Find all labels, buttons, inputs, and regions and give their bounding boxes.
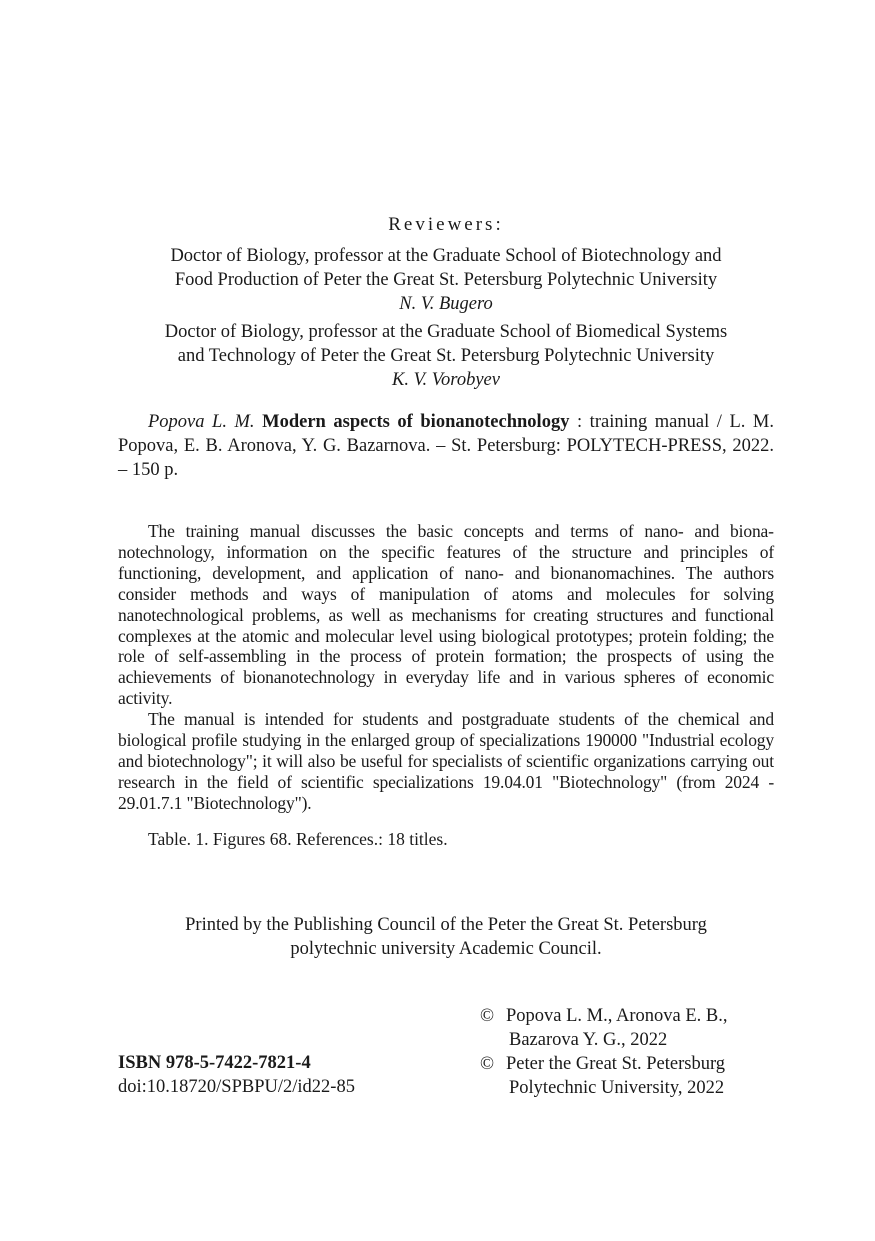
reviewer-1 bbox=[118, 244, 774, 316]
copyright-1-line-1: Popova L. M., Aronova E. B., bbox=[506, 1006, 728, 1026]
doi: doi:10.18720/SPBPU/2/id22-85 bbox=[118, 1077, 355, 1097]
reviewer-2-name: K. V. Vorobyev bbox=[392, 370, 500, 390]
copyright-entry-1 bbox=[480, 1004, 770, 1052]
abstract-paragraph-2: The manual is intended for students and postgraduate students of the chemical and biological profile studying in the enlarged group of specializations 190000 "Industrial ecology and biotechnology"; it will also be useful for specialists of scientific organizations carrying out research in the field of scientific specializations 19.04.01 "Biotechnology" (from 2024 - 29.01.7.1 "Biotechnology"). bbox=[118, 709, 774, 813]
reviewer-2-line-1: Doctor of Biology, professor at the Graduate School of Biomedical Systems bbox=[164, 322, 728, 342]
copyright-icon: © bbox=[480, 1006, 495, 1026]
abstract-paragraph-1: The training manual discusses the basic concepts and terms of nano- and bionanotechnology, information on the specific features of the structure and principles of functioning, development, and application of nano- and bionanomachines. The authors consider methods and ways of manipulation of atoms and molecules for solving nanotechnological problems, as well as mechanisms for creating structures and functional complexes at the atomic and molecular level using biological prototypes; protein folding; the role of self-assembling in the process of protein formation; the prospects of using the achievements of bionanotechnology in everyday life and in various spheres of economic activity. bbox=[118, 521, 774, 709]
citation-details: : training manual / L. M. Popova, E. B. Aronova, Y. G. Bazarnova. – St. Petersburg: POLYTECH-PRESS, 2022. – 150 p. bbox=[118, 412, 775, 480]
copyright-1-line-2: Bazarova Y. G., 2022 bbox=[509, 1030, 668, 1050]
copyright-entry-2 bbox=[480, 1052, 770, 1100]
tables-figures-note: Table. 1. Figures 68. References.: 18 titles. bbox=[148, 829, 448, 849]
reviewer-2 bbox=[118, 320, 774, 392]
isbn: ISBN 978-5-7422-7821-4 bbox=[118, 1053, 311, 1073]
copyright-2-line-1: Peter the Great St. Petersburg bbox=[506, 1054, 726, 1074]
isbn-block bbox=[118, 1051, 355, 1099]
reviewer-1-name: N. V. Bugero bbox=[399, 294, 493, 314]
citation-author: Popova L. M. bbox=[148, 412, 255, 432]
printed-line-1: Printed by the Publishing Council of the Peter the Great St. Petersburg bbox=[185, 915, 707, 935]
reviewer-1-line-2: Food Production of Peter the Great St. Petersburg Polytechnic University bbox=[174, 270, 718, 290]
reviewer-1-line-1: Doctor of Biology, professor at the Graduate School of Biotechnology and bbox=[170, 246, 722, 266]
citation-title: Modern aspects of bionanotechnology bbox=[262, 412, 570, 432]
reviewer-2-line-2: and Technology of Peter the Great St. Petersburg Polytechnic University bbox=[177, 346, 715, 366]
copyright-2-line-2: Polytechnic University, 2022 bbox=[509, 1078, 725, 1098]
abstract bbox=[118, 521, 774, 814]
reviewers-heading: Reviewers: bbox=[388, 214, 504, 235]
bibliographic-citation bbox=[118, 410, 774, 482]
printed-line-2: polytechnic university Academic Council. bbox=[290, 939, 602, 959]
copyright-icon: © bbox=[480, 1054, 495, 1074]
copyright-block bbox=[480, 1004, 770, 1100]
printed-by-notice bbox=[118, 913, 774, 961]
